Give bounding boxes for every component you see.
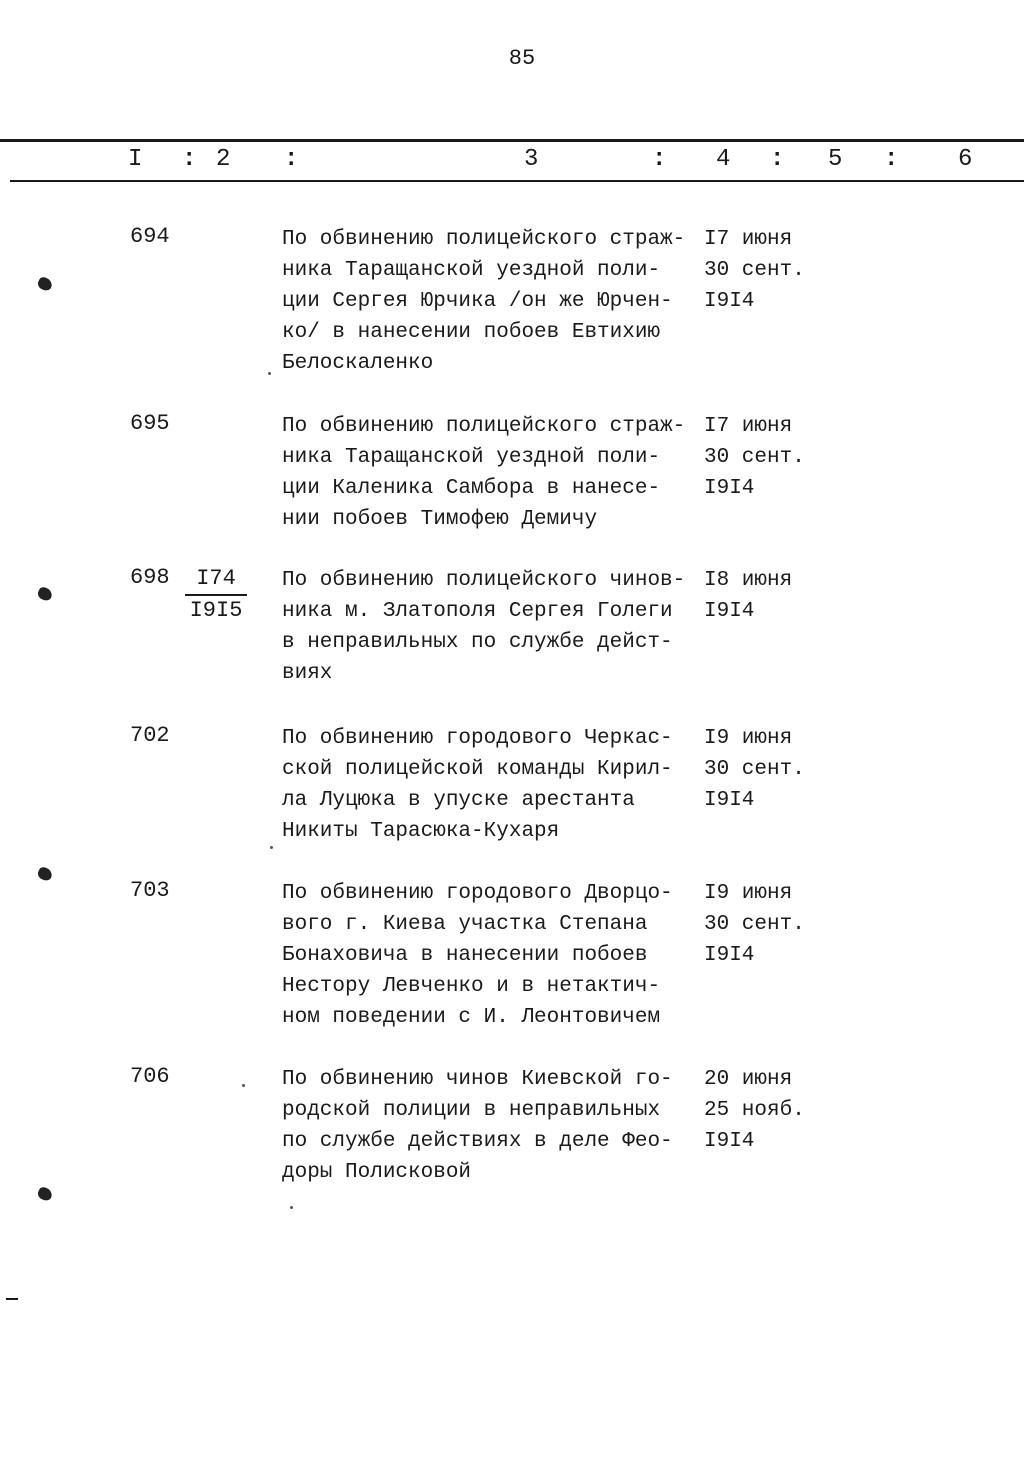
entry-description [282,1064,702,1188]
entry-number: 702 [130,723,170,748]
entry-dates [704,224,805,317]
description-line: ника Таращанской уездной поли- [282,446,661,469]
date-line: 20 июня [704,1068,793,1091]
entry-dates [704,1064,805,1157]
date-line: I9I4 [704,290,755,313]
date-line: I9I4 [704,477,755,500]
binder-hole-mark [36,276,54,293]
binder-hole-mark [36,586,54,603]
header-col-3: 3 [524,146,539,173]
header-separator: : [182,146,197,173]
scan-speck [268,372,271,375]
description-line: По обвинению полицейского страж- [282,415,686,438]
entry-dates [704,878,805,971]
binder-hole-mark [36,1186,54,1203]
header-separator: : [770,146,785,173]
storage-fraction [185,565,247,626]
entry-description [282,565,702,689]
header-col-5: 5 [828,146,843,173]
entry-number: 698 [130,565,170,590]
date-line: I9I4 [704,789,755,812]
date-line: I7 июня [704,228,793,251]
date-line: I9I4 [704,944,755,967]
date-line: I9 июня [704,882,793,905]
description-line: по службе действиях в деле Фео- [282,1130,673,1153]
edge-mark [6,1298,18,1300]
description-line: По обвинению городового Черкас- [282,727,673,750]
description-line: Никиты Тарасюка-Кухаря [282,820,560,843]
fraction-top: I74 [185,565,247,596]
entry-number: 706 [130,1064,170,1089]
scan-speck [242,1084,245,1087]
date-line: 30 сент. [704,446,805,469]
description-line: Нестору Левченко и в нетактич- [282,975,661,998]
description-line: ции Сергея Юрчика /он же Юрчен- [282,290,673,313]
description-line: Белоскаленко [282,352,434,375]
date-line: I9I4 [704,1130,755,1153]
description-line: По обвинению полицейского страж- [282,228,686,251]
description-line: ла Луцюка в упуске арестанта [282,789,635,812]
date-line: I9 июня [704,727,793,750]
entry-description [282,411,702,535]
entry-dates [704,565,792,627]
description-line: ции Каленика Самбора в нанесе- [282,477,661,500]
header-separator: : [884,146,899,173]
entry-description [282,224,702,379]
description-line: родской полиции в неправильных [282,1099,661,1122]
date-line: I8 июня [704,569,793,592]
header-top-rule [0,139,1024,142]
header-col-4: 4 [716,146,731,173]
fraction-bottom: I9I5 [189,598,243,623]
date-line: 30 сент. [704,913,805,936]
description-line: Бонаховича в нанесении побоев [282,944,648,967]
date-line: I9I4 [704,600,755,623]
header-col-6: 6 [958,146,973,173]
description-line: По обвинению полицейского чинов- [282,569,686,592]
description-line: виях [282,662,333,685]
description-line: По обвинению городового Дворцо- [282,882,673,905]
description-line: вого г. Киева участка Степана [282,913,648,936]
entry-description [282,878,702,1033]
date-line: 30 сент. [704,758,805,781]
header-col-2: 2 [216,146,231,173]
description-line: ской полицейской команды Кирил- [282,758,673,781]
scan-speck [290,1206,293,1209]
header-col-1: I [128,146,143,173]
entry-dates [704,411,805,504]
entry-number: 703 [130,878,170,903]
description-line: ника Таращанской уездной поли- [282,259,661,282]
entry-dates [704,723,805,816]
entry-description [282,723,702,847]
header-bottom-rule [10,180,1024,182]
entry-number: 694 [130,224,170,249]
binder-hole-mark [36,866,54,883]
description-line: ко/ в нанесении побоев Евтихию [282,321,661,344]
date-line: 25 нояб. [704,1099,805,1122]
scan-speck [270,846,273,849]
description-line: По обвинению чинов Киевской го- [282,1068,673,1091]
description-line: ника м. Златополя Сергея Голеги [282,600,673,623]
header-separator: : [284,146,299,173]
page-number: 85 [508,46,536,71]
description-line: в неправильных по службе дейст- [282,631,673,654]
header-separator: : [652,146,667,173]
description-line: доры Полисковой [282,1161,472,1184]
date-line: I7 июня [704,415,793,438]
entry-number: 695 [130,411,170,436]
description-line: ном поведении с И. Леонтовичем [282,1006,661,1029]
date-line: 30 сент. [704,259,805,282]
description-line: нии побоев Тимофею Демичу [282,508,598,531]
